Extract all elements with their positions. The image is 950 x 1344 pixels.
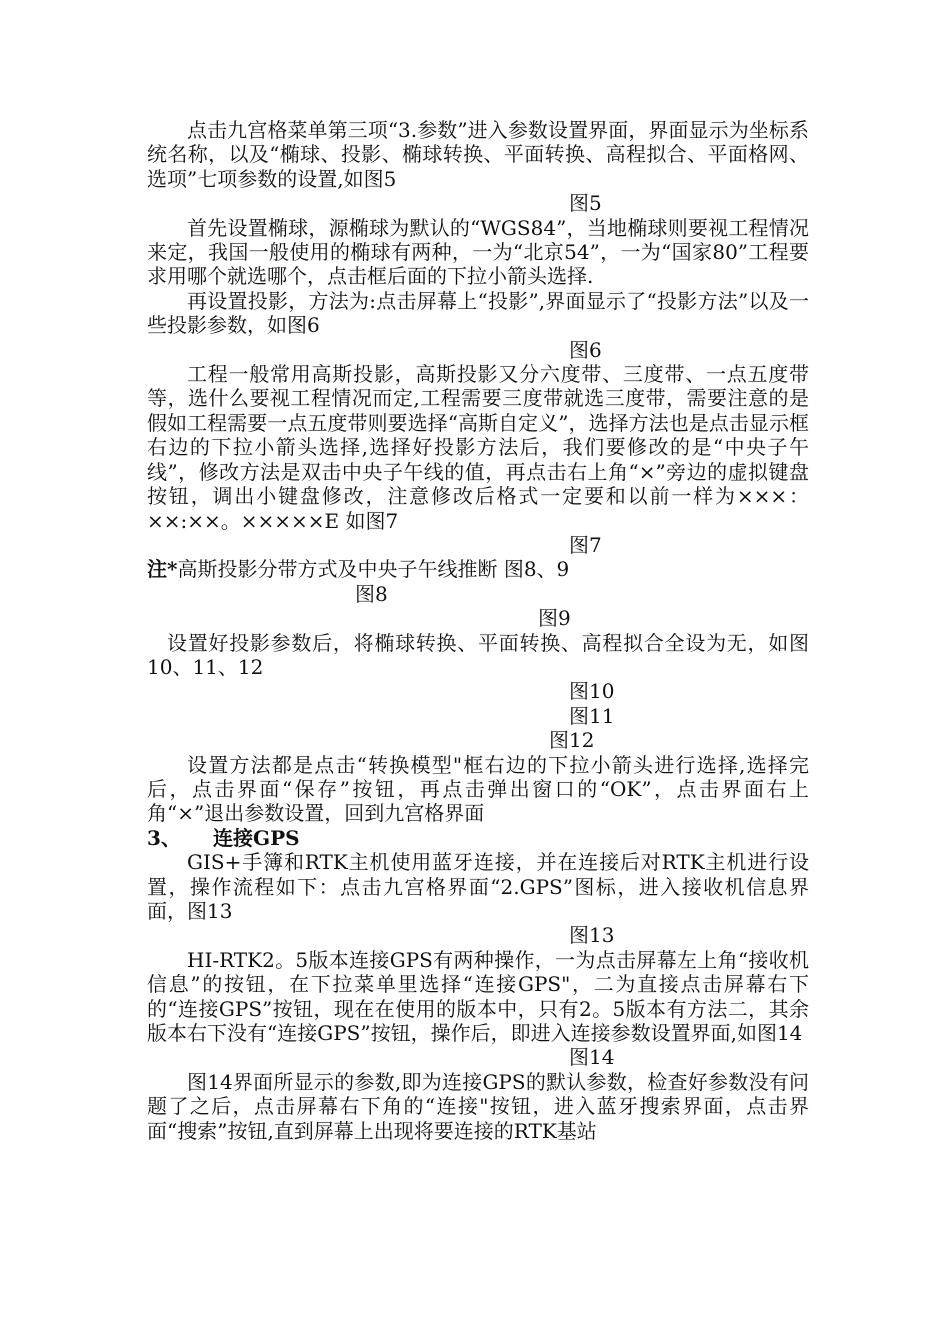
paragraph-save-settings: 设置方法都是点击“转换模型"框右边的下拉小箭头进行选择,选择完后，点击界面“保存”按钮，再点击弹出窗口的“OK”，点击界面右上角“×”退出参数设置，回到九宫格界面 — [147, 752, 809, 826]
figure-caption-5: 图5 — [569, 191, 602, 216]
paragraph-ellipsoid: 首先设置椭球，源椭球为默认的“WGS84”，当地椭球则要视工程情况来定，我国一般使用的椭球有两种，一为“北京54”，一为“国家80”工程要求用哪个就选哪个，点击框后面的下拉小箭头选择. — [147, 215, 809, 289]
paragraph-default-parameters: 图14界面所显示的参数,即为连接GPS的默认参数，检查好参数没有问题了之后，点击屏幕右下角的“连接"按钮，进入蓝牙搜索界面，点击界面“搜索”按钮,直到屏幕上出现将要连接的RTK基站 — [147, 1069, 809, 1143]
paragraph-hi-rtk-versions: HI-RTK2。5版本连接GPS有两种操作，一为点击屏幕左上角“接收机信息”的按钮，在下拉菜单里选择“连接GPS"，二为直接点击屏幕右下的“连接GPS”按钮，现在在使用的版本中，只有2。5版本有方法二，其余版本右下没有“连接GPS”按钮，操作后，即进入连接参数设置界面,如图14 — [147, 947, 809, 1046]
figure-caption-7: 图7 — [569, 532, 602, 557]
paragraph-projection: 再设置投影，方法为:点击屏幕上“投影”,界面显示了“投影方法”以及一些投影参数，如图6 — [147, 288, 809, 338]
section-number: 3、 — [147, 825, 181, 850]
paragraph-gauss-projection: 工程一般常用高斯投影，高斯投影又分六度带、三度带、一点五度带等，选什么要视工程情况而定,工程需要三度带就选三度带，需要注意的是假如工程需要一点五度带则要选择“高斯自定义”，选择方法也是点击显示框右边的下拉小箭头选择,选择好投影方法后，我们要修改的是“中央子午线”，修改方法是双击中央子午线的值，再点击右上角“×”旁边的虚拟键盘按钮，调出小键盘修改，注意修改后格式一定要和以前一样为×××：××:××。×××××E 如图7 — [147, 362, 809, 533]
note-text: 高斯投影分带方式及中央子午线推断 图8、9 — [177, 557, 570, 582]
paragraph-parameter-settings: 点击九宫格菜单第三项“3.参数”进入参数设置界面，界面显示为坐标系统名称，以及“椭球、投影、椭球转换、平面转换、高程拟合、平面格网、选项”七项参数的设置,如图5 — [147, 118, 809, 191]
figure-caption-11: 图11 — [569, 703, 615, 728]
section-heading-connect-gps — [147, 826, 809, 850]
paragraph-bluetooth-connection: GIS+手簿和RTK主机使用蓝牙连接，并在连接后对RTK主机进行设置，操作流程如下：点击九宫格界面“2.GPS”图标，进入接收机信息界面，图13 — [147, 850, 809, 923]
paragraph-transform-none: 设置好投影参数后，将椭球转换、平面转换、高程拟合全设为无，如图10、11、12 — [147, 630, 809, 679]
figure-caption-12: 图12 — [549, 728, 595, 753]
figure-caption-13: 图13 — [569, 923, 615, 948]
figure-caption-9: 图9 — [538, 606, 571, 631]
figure-caption-6: 图6 — [569, 337, 602, 362]
figure-caption-14: 图14 — [569, 1045, 615, 1070]
document-page — [147, 118, 809, 1143]
section-title: 连接GPS — [213, 825, 300, 850]
note-label: 注* — [147, 557, 178, 582]
figure-caption-8: 图8 — [355, 581, 388, 606]
note-line — [147, 557, 809, 581]
figure-caption-10: 图10 — [569, 679, 615, 704]
